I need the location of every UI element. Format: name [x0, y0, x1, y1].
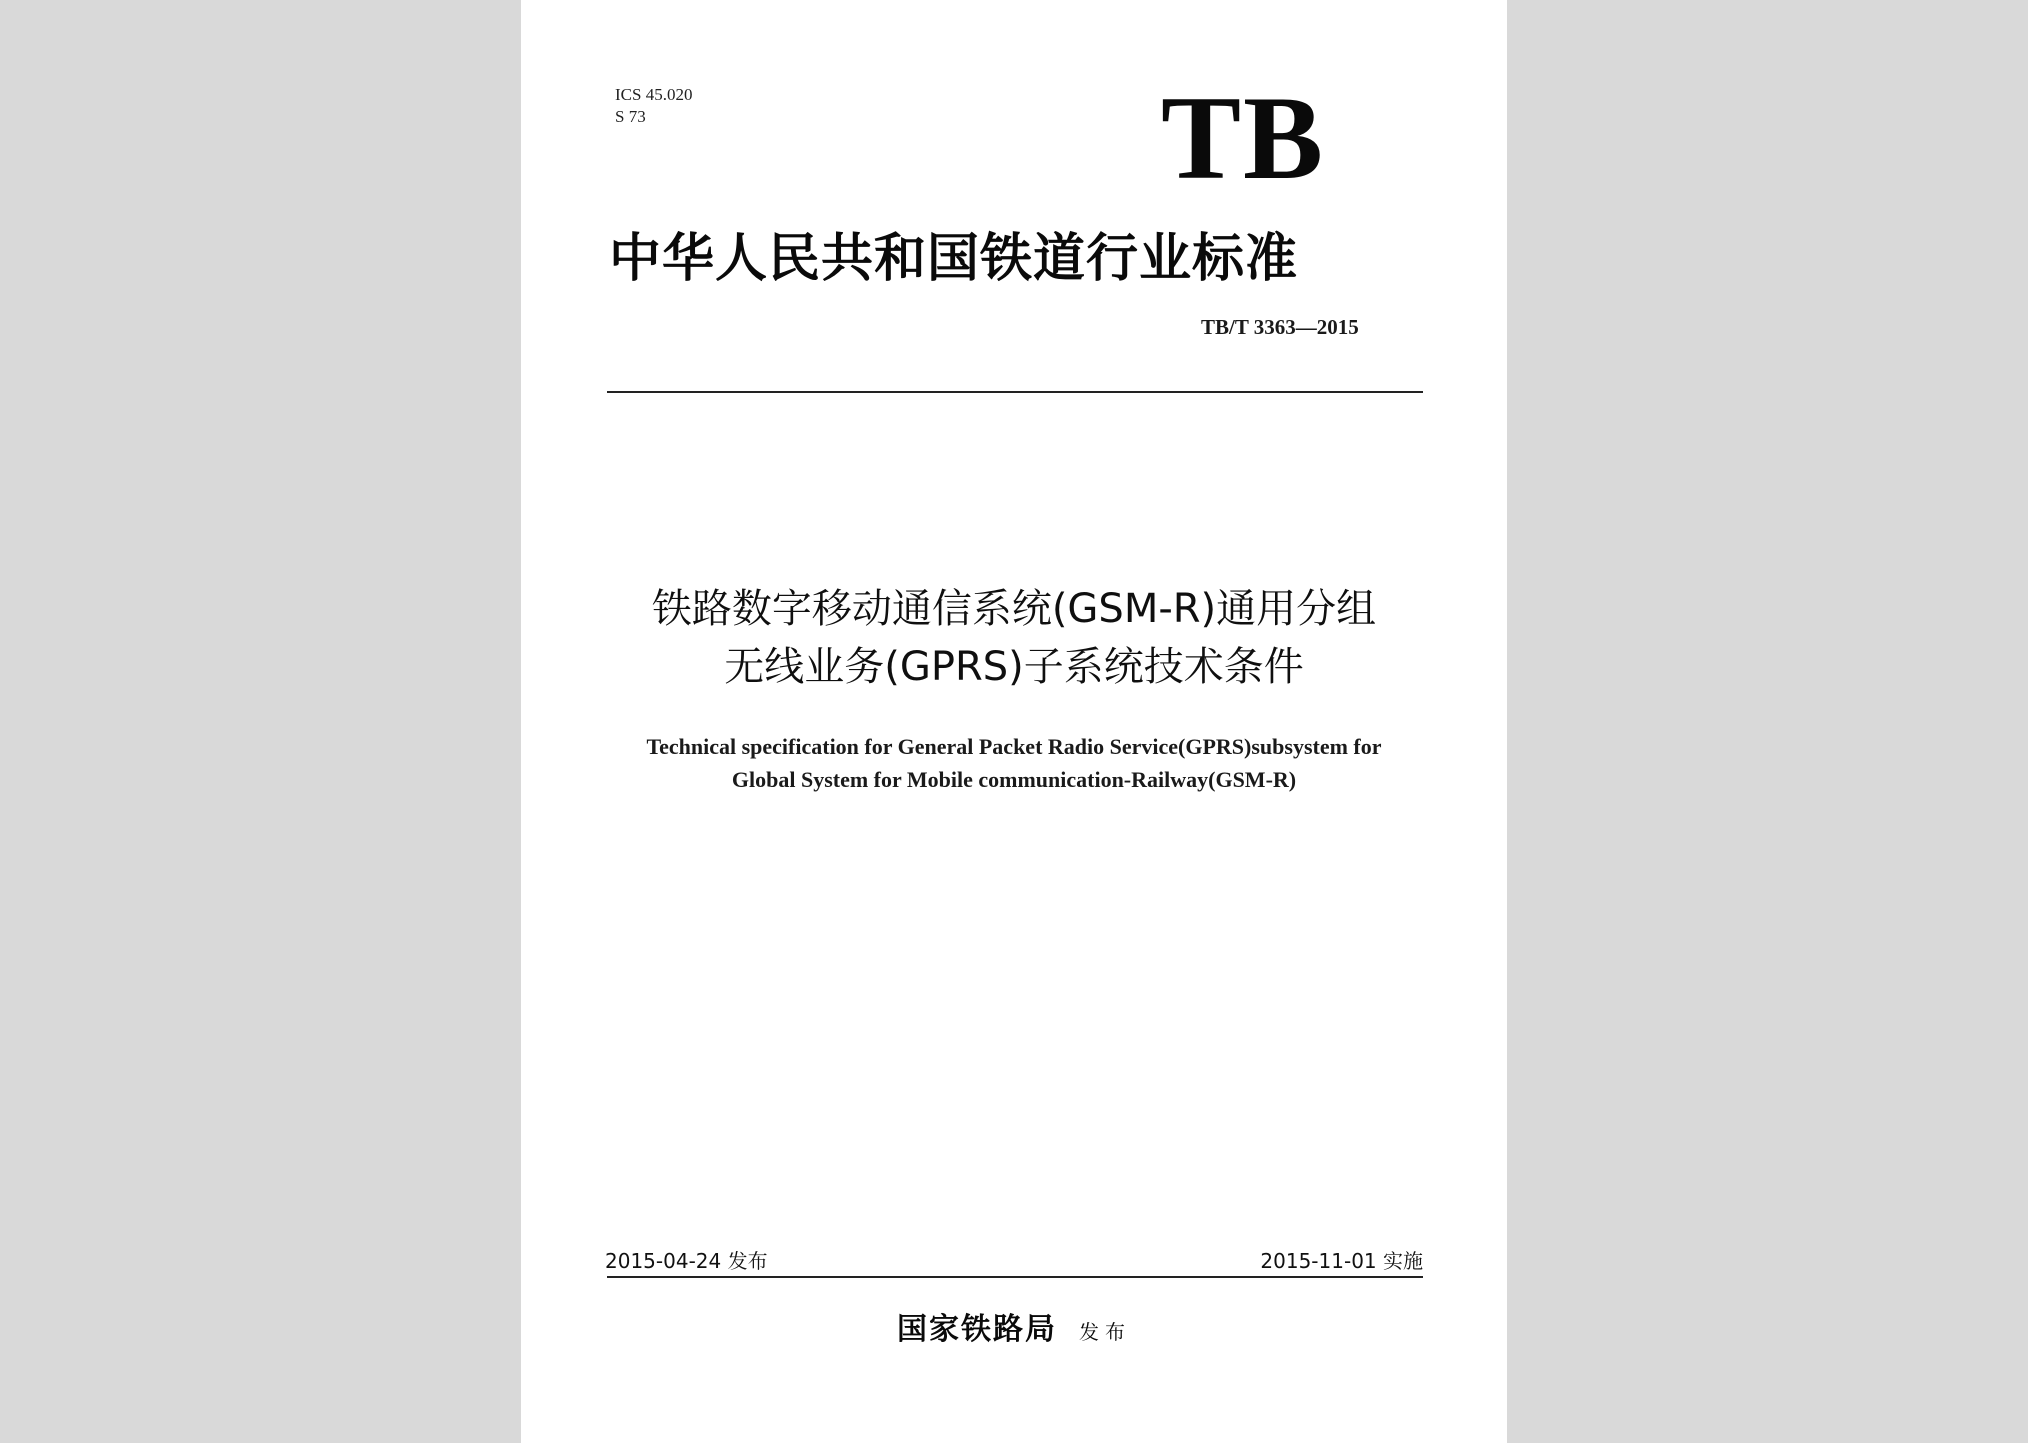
chinese-title — [571, 580, 1457, 696]
ics-code: ICS 45.020 — [615, 85, 693, 104]
english-title — [571, 730, 1457, 796]
header-divider — [607, 391, 1423, 393]
english-title-line-1: Technical specification for General Packet Radio Service(GPRS)subsystem for — [646, 734, 1382, 759]
issuer-name: 国家铁路局 — [897, 1312, 1057, 1347]
classification-codes — [615, 84, 692, 128]
footer-divider — [607, 1276, 1423, 1278]
chinese-title-line-1: 铁路数字移动通信系统(GSM-R)通用分组 — [651, 586, 1377, 632]
issuer-verb: 发布 — [1079, 1320, 1131, 1344]
issuing-authority — [521, 1310, 1507, 1352]
implementation-date: 2015-11-01 实施 — [1260, 1249, 1423, 1273]
ccs-code: S 73 — [615, 107, 646, 126]
chinese-title-line-2: 无线业务(GPRS)子系统技术条件 — [724, 644, 1304, 690]
issue-date: 2015-04-24 发布 — [605, 1249, 768, 1273]
standard-number: TB/T 3363—2015 — [1201, 315, 1359, 339]
english-title-line-2: Global System for Mobile communication-Railway(GSM-R) — [731, 767, 1297, 792]
org-title: 中华人民共和国铁道行业标准 — [609, 228, 1299, 289]
document-page — [521, 0, 1507, 1443]
tb-logo: TB — [1161, 71, 1326, 204]
